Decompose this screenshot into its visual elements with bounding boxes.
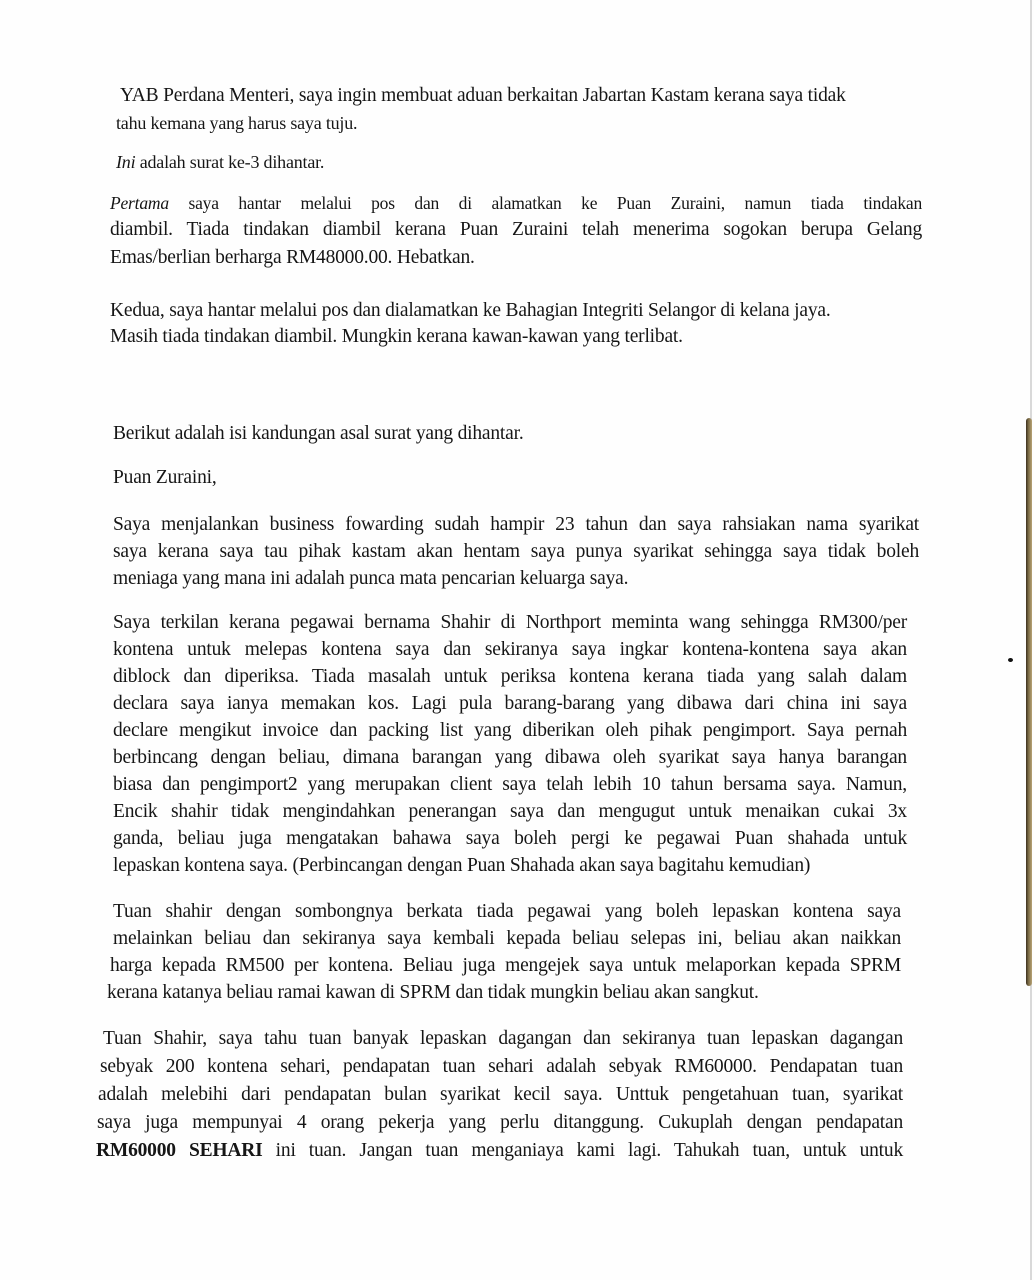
- paragraph-4-line: Tuan Shahir, saya tahu tuan banyak lepaskan dagangan dan sekiranya tuan lepaskan dagangan: [103, 1028, 903, 1049]
- paragraph-2-line: lepaskan kontena saya. (Perbincangan dengan Puan Shahada akan saya bagitahu kemudian): [113, 855, 811, 876]
- paragraph-2-line: declara saya ianya memakan kos. Lagi pula barang-barang yang dibawa dari china ini saya: [113, 693, 907, 714]
- paragraph-4-line: adalah melebihi dari pendapatan bulan syarikat kecil saya. Unttuk pengetahuan tuan, syarikat: [98, 1084, 903, 1105]
- paragraph-2-line: berbincang dengan beliau, dimana barangan yang dibawa oleh syarikat saya hanya barangan: [113, 747, 907, 768]
- paragraph-1-line: Saya menjalankan business fowarding sudah hampir 23 tahun dan saya rahsiakan nama syarikat: [113, 514, 919, 535]
- paragraph-3-line: Tuan shahir dengan sombongnya berkata tiada pegawai yang boleh lepaskan kontena saya: [113, 901, 901, 922]
- paragraph-3-line: kerana katanya beliau ramai kawan di SPRM dan tidak mungkin beliau akan sangkut.: [107, 982, 759, 1003]
- salutation: Puan Zuraini,: [113, 467, 217, 488]
- paragraph-2-line: diblock dan diperiksa. Tiada masalah untuk periksa kontena kerana tiada yang salah dalam: [113, 666, 907, 687]
- paragraph-1-line: saya kerana saya tau pihak kastam akan hentam saya punya syarikat sehingga saya tidak boleh: [113, 541, 919, 562]
- second-attempt-line-2: Masih tiada tindakan diambil. Mungkin kerana kawan-kawan yang terlibat.: [110, 326, 683, 347]
- original-letter-intro: Berikut adalah isi kandungan asal surat yang dihantar.: [113, 423, 524, 444]
- paper-fold-shadow: [1026, 418, 1032, 986]
- paragraph-2-line: kontena untuk melepas kontena saya dan sekiranya saya ingkar kontena-kontena saya akan: [113, 639, 907, 660]
- paragraph-3-line: harga kepada RM500 per kontena. Beliau juga mengejek saya untuk melaporkan kepada SPRM: [110, 955, 901, 976]
- paragraph-3-line: melainkan beliau dan sekiranya saya kembali kepada beliau selepas ini, beliau akan naikkan: [113, 928, 901, 949]
- italic-word: Ini: [116, 152, 136, 172]
- first-attempt-line-2: diambil. Tiada tindakan diambil kerana Puan Zuraini telah menerima sogokan berupa Gelang: [110, 219, 922, 240]
- emphasis-amount: RM60000 SEHARI: [96, 1140, 263, 1161]
- intro-line-1: YAB Perdana Menteri, saya ingin membuat aduan berkaitan Jabartan Kastam kerana saya tidak: [120, 85, 846, 106]
- second-attempt-line-1: Kedua, saya hantar melalui pos dan dialamatkan ke Bahagian Integriti Selangor di kelana jaya.: [110, 300, 831, 321]
- letter-count-note: Ini adalah surat ke-3 dihantar.: [116, 152, 325, 172]
- paragraph-2-line: Saya terkilan kerana pegawai bernama Shahir di Northport meminta wang sehingga RM300/per: [113, 612, 907, 633]
- ink-speck: [1008, 658, 1013, 662]
- paragraph-4-line: saya juga mempunyai 4 orang pekerja yang perlu ditanggung. Cukuplah dengan pendapatan: [97, 1112, 903, 1133]
- italic-word: Pertama: [110, 193, 169, 213]
- paragraph-4-last-line: [96, 1138, 903, 1164]
- paragraph-4-line: sebyak 200 kontena sehari, pendapatan tuan sehari adalah sebyak RM60000. Pendapatan tuan: [100, 1056, 903, 1077]
- paragraph-2-line: ganda, beliau juga mengatakan bahawa saya boleh pergi ke pegawai Puan shahada untuk: [113, 828, 907, 849]
- paragraph-2-line: declare mengikut invoice dan packing list yang diberikan oleh pihak pengimport. Saya pernah: [113, 720, 907, 741]
- paragraph-2-line: Encik shahir tidak mengindahkan penerangan saya dan mengugut untuk menaikan cukai 3x: [113, 801, 907, 822]
- paragraph-2-line: biasa dan pengimport2 yang merupakan client saya telah lebih 10 tahun bersama saya. Namun,: [113, 774, 907, 795]
- first-attempt-line-3: Emas/berlian berharga RM48000.00. Hebatkan.: [110, 247, 475, 268]
- paragraph-1-line: meniaga yang mana ini adalah punca mata pencarian keluarga saya.: [113, 568, 629, 589]
- paragraph-4-line-rest: ini tuan. Jangan tuan menganiaya kami lagi. Tahukah tuan, untuk untuk: [262, 1140, 903, 1161]
- first-attempt-line-1: Pertama saya hantar melalui pos dan di alamatkan ke Puan Zuraini, namun tiada tindakan: [110, 193, 922, 213]
- intro-line-2: tahu kemana yang harus saya tuju.: [116, 113, 358, 133]
